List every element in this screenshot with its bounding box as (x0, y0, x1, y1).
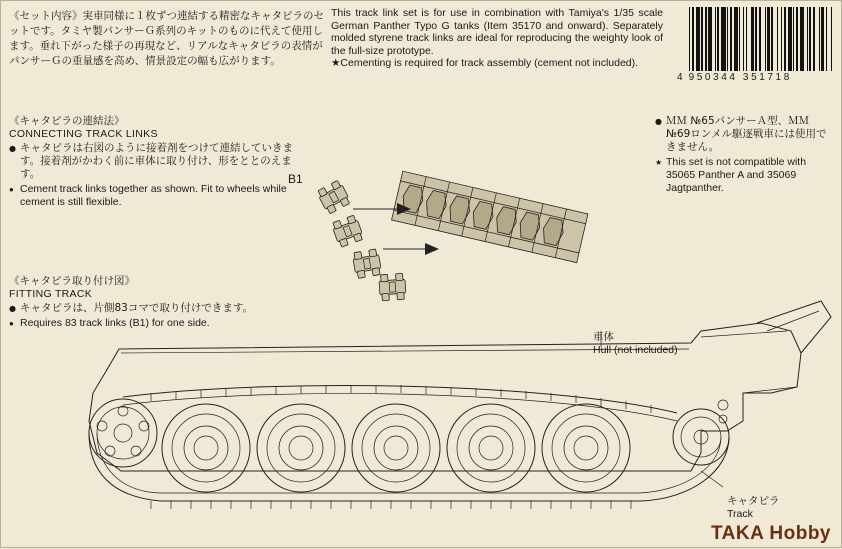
list-item: ● キャタピラは、片側83コマで取り付けできます。 (9, 302, 329, 315)
callout-hull (593, 331, 678, 356)
callout-hull-en: Hull (not included) (593, 343, 678, 356)
callout-track (727, 495, 780, 520)
list-item: ● Requires 83 track links (B1) for one side. (9, 317, 329, 330)
callout-track-jp: キャタピラ (727, 495, 780, 507)
callout-part-b1: B1 (288, 172, 303, 186)
illustration-layer (1, 1, 842, 549)
connecting-heading-en: CONNECTING TRACK LINKS (9, 128, 158, 140)
assembly-arrow (383, 243, 439, 255)
track-link-assembly-diagram (316, 171, 588, 301)
set-contents-body: 実車同様に１枚ずつ連結する精密なキャタピラのセットです。タミヤ製パンサーＧ系列のキットのものに代えて使用します。垂れ下がった様子の再現など、リアルなキャタピラの表情がパンサーＧの重量感を高め、情景設定の幅も広がります。 (9, 10, 324, 67)
set-contents-heading: 《セット内容》 (9, 10, 83, 22)
list-item: ★ This set is not compatible with 35065 Panther A and 35069 Jagtpanther. (655, 156, 833, 195)
list-item: ● キャタピラは右図のように接着剤をつけて連結していきます。接着剤がかわく前に車体に取り付け、形をととのえます。 (9, 142, 309, 181)
watermark: TAKA Hobby (710, 523, 831, 544)
barcode-lead-digit: 4 (677, 72, 683, 83)
top-english-star-note: ★Cementing is required for track assembly (cement not included). (331, 57, 639, 70)
connecting-heading-jp: 《キャタピラの連結法》 (9, 115, 125, 127)
callout-track-en: Track (727, 507, 753, 520)
top-english-paragraph: This track link set is for use in combination with Tamiya's 1/35 scale German Panther Typo G tanks (Item 35170 and onward). Separately molded styrene track links are ideal for reproducing the weighty look of the full-size prototype. (331, 7, 663, 57)
fitting-heading-en: FITTING TRACK (9, 288, 93, 300)
fitting-heading-jp: 《キャタピラ取り付け図》 (9, 275, 135, 287)
list-item: ● Cement track links together as shown. Fit to wheels while cement is still flexible. (9, 183, 309, 209)
list-item: ● ＭＭ №65パンサーＡ型、ＭＭ №69ロンメル駆逐戦車には使用できません。 (655, 115, 833, 154)
barcode-digits: 950344 351718 (688, 72, 792, 83)
callout-hull-jp: 車体 (593, 331, 614, 343)
panther-hull-side-view (89, 301, 831, 509)
